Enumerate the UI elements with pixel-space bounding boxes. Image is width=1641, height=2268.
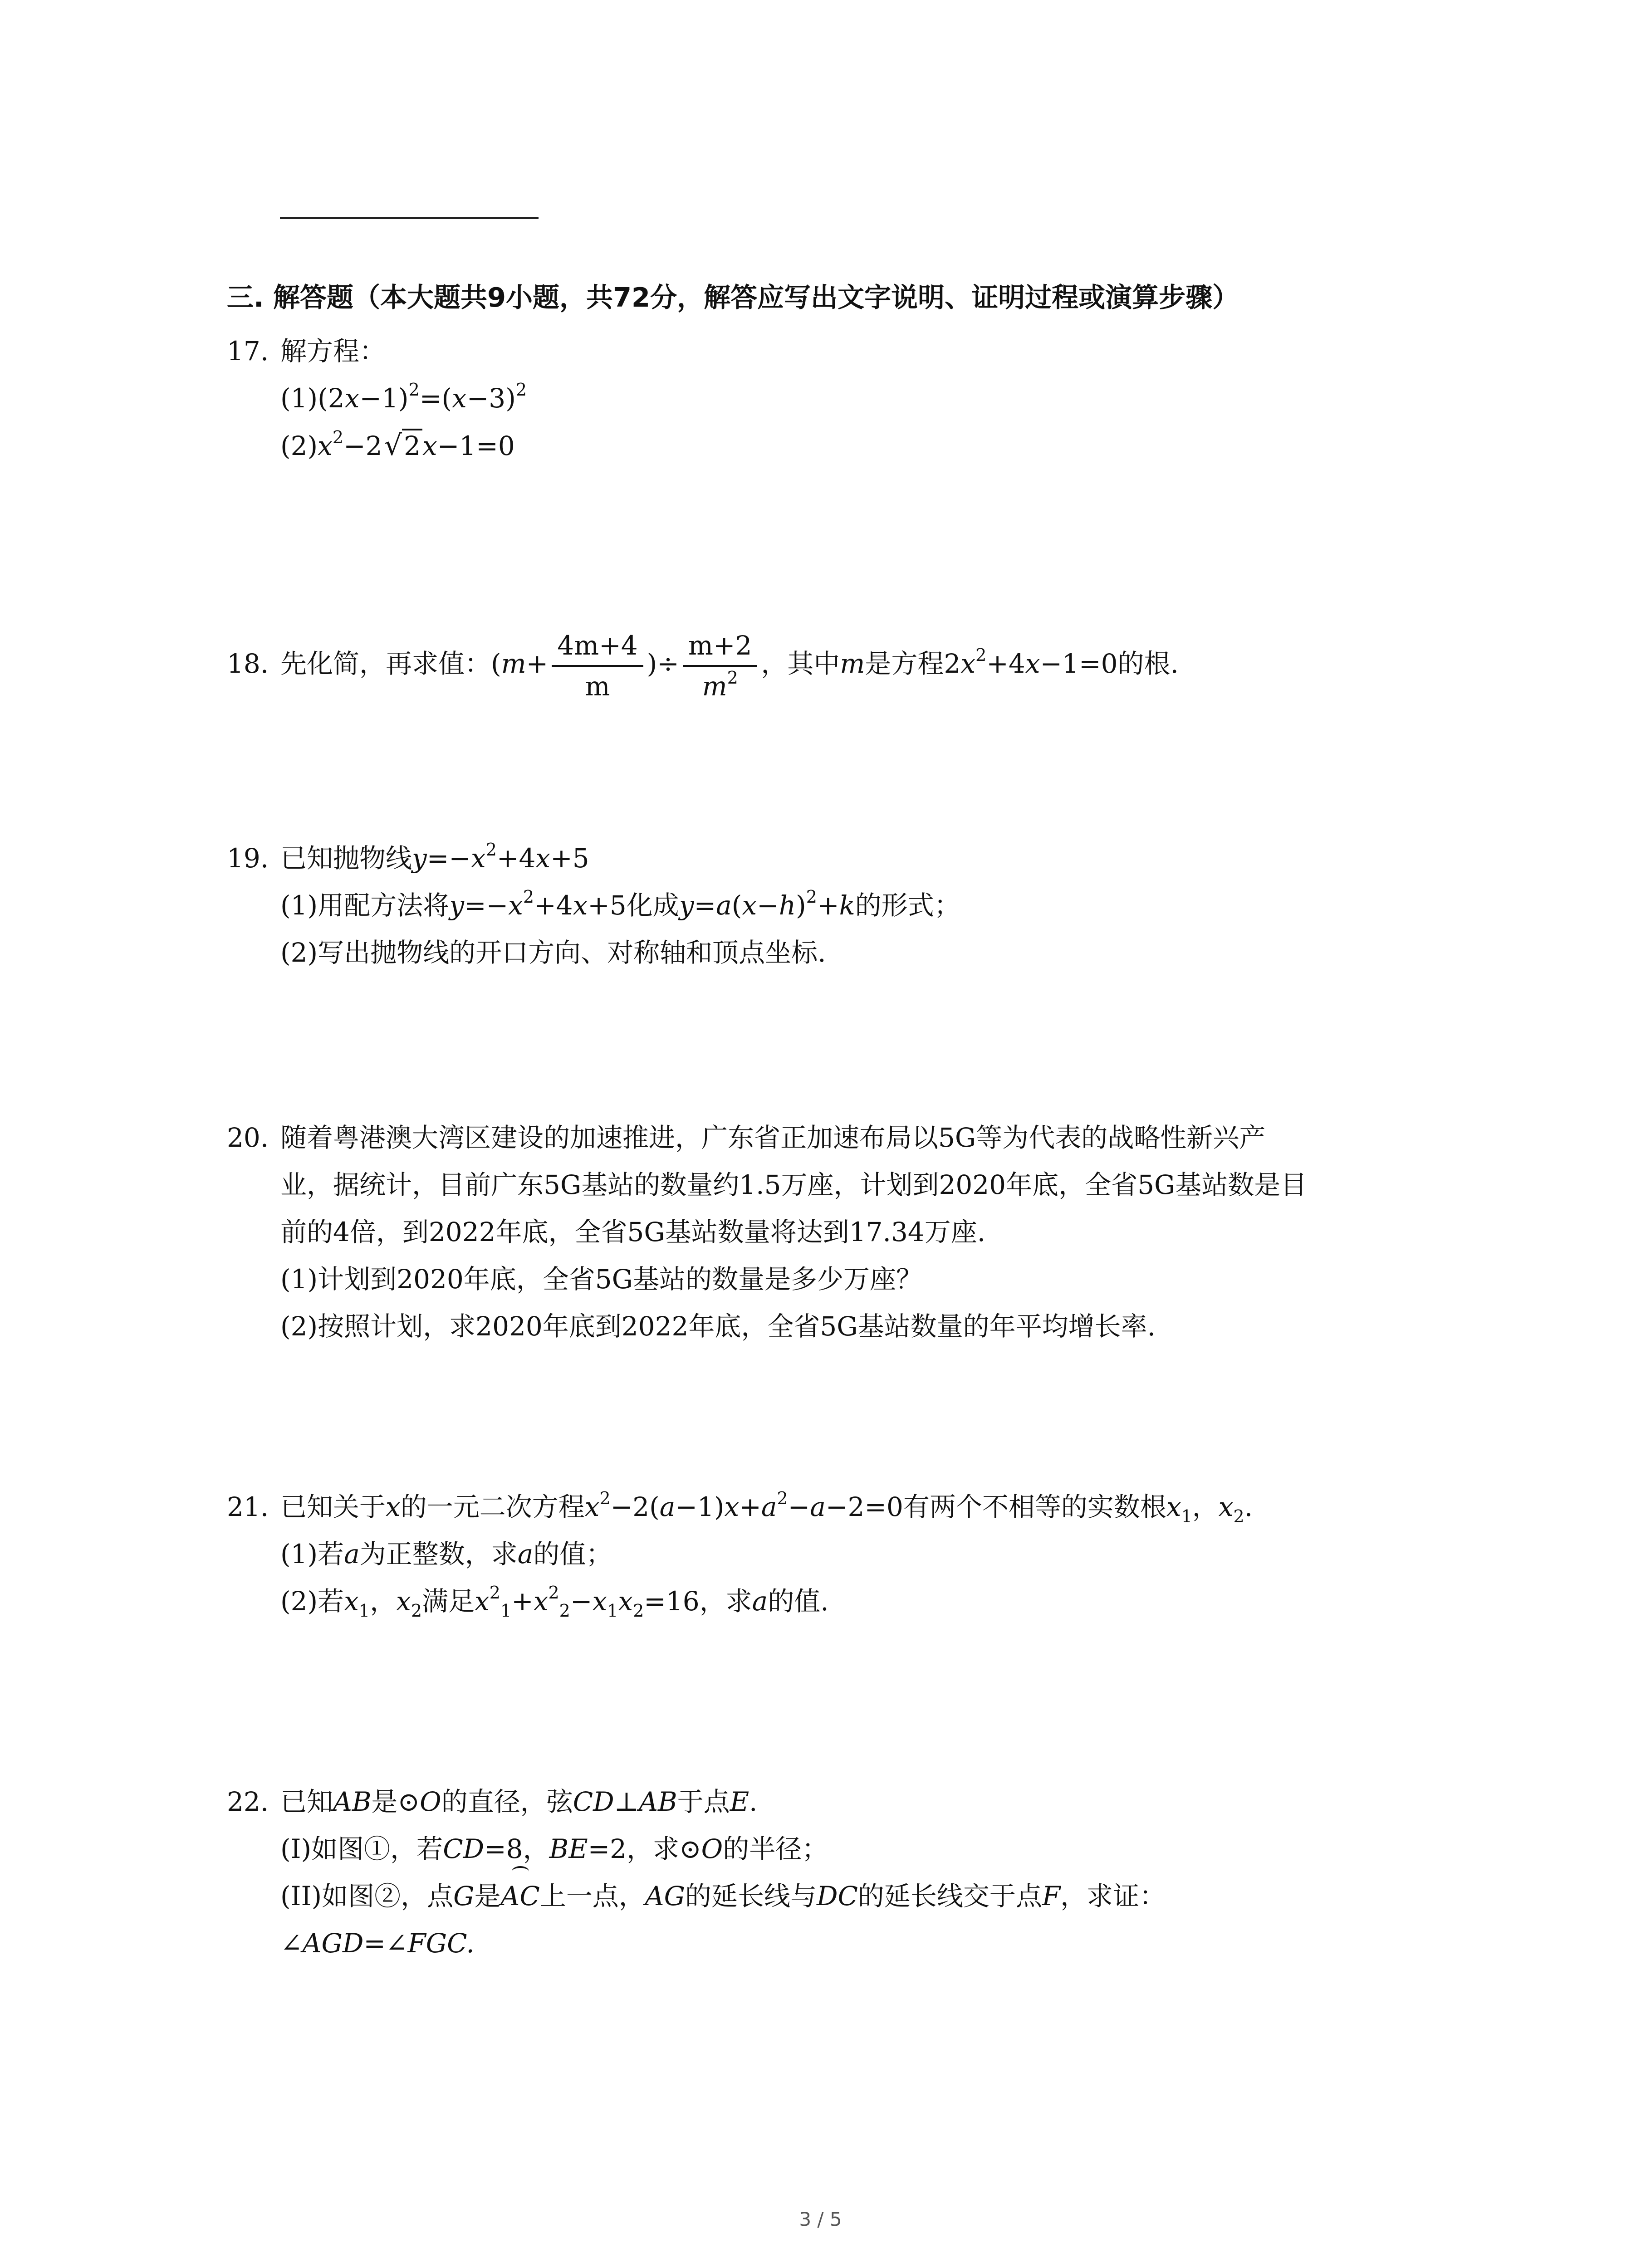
part-1: $(1)(2x-1)^2=(x-3)^2$ (280, 380, 527, 414)
part-2: (II)如图②，点G是AC上一点，AG的延长线与DC的延长线交于点F，求证： (227, 1872, 1474, 1920)
equation: $(2x-1)^2=(x-3)^2$ (318, 380, 527, 414)
question-number: 22. (227, 1786, 269, 1817)
question-17 (227, 327, 1474, 469)
page-number: 3 / 5 (799, 2208, 842, 2230)
fraction-2: $\frac{m+2}{m^2}$ (683, 626, 758, 706)
question-number: 17. (227, 336, 269, 367)
question-22: 22. 已知AB是⊙O的直径，弦CD⊥AB于点E. (I)如图①，若CD=8，BE=2，求⊙O的半径； (II)如图②，点G是AC上一点，AG的延长线与DC的延长线交于点F，求证： ∠AGD=∠FGC. (227, 1778, 1474, 1967)
question-19: 19. 已知抛物线$y=-x^2+4x+5$ (1)用配方法将$y=-x^2+4x+5$化成$y=a(x-h)^2+k$的形式； (2)写出抛物线的开口方向、对称轴和顶点坐标. (227, 835, 1474, 976)
equation: $x^2-2√2x-1=0$ (318, 430, 515, 461)
part-2: (2)若$x_1$，$x_2$满足$x^2_1+x^2_2-x_1x_2=16$，求a的值. (280, 1583, 829, 1621)
sqrt-symbol: √2 (384, 422, 422, 469)
question-18: 18. 先化简，再求值：(m+ $\frac{4m+4}{m}$ )÷ $\frac{m+2}{m^2}$ ，其中m是方程$2x^2+4x-1=0$的根. (227, 626, 1474, 706)
section-title: 三. 解答题（本大题共9小题，共72分，解答应写出文字说明、证明过程或演算步骤） (227, 282, 1239, 313)
question-21: 21. 已知关于x的一元二次方程$x^2-2(a-1)x+a^2-a-2=0$有两个不相等的实数根$x_1$，$x_2$. (1)若a为正整数，求a的值； (2)若$x_1$，$x_2$满足$x^2_1+x^2_2-x_1x_2=16$，求a的值. (227, 1483, 1474, 1625)
answer-blank-line (280, 217, 539, 219)
question-number: 19. (227, 843, 269, 874)
part-1: (1)若a为正整数，求a的值； (280, 1539, 612, 1569)
question-number: 21. (227, 1491, 269, 1522)
question-text: 解方程： (280, 336, 386, 367)
part-2: $(2)x^2-2√2x-1=0$ (227, 422, 1474, 469)
question-text: 先化简，再求值： (280, 648, 491, 679)
part-1: (I)如图①，若CD=8，BE=2，求⊙O的半径； (280, 1833, 828, 1864)
question-number: 20. (227, 1122, 269, 1153)
part-2: (2)按照计划，求2020年底到2022年底，全省5G基站数量的年平均增长率. (280, 1311, 1156, 1342)
fraction-1: $\frac{4m+4}{m}$ (552, 626, 643, 706)
part-1: (1)用配方法将$y=-x^2+4x+5$化成$y=a(x-h)^2+k$的形式； (280, 887, 960, 921)
arc-ac: AC (500, 1872, 539, 1920)
part-2: (2)写出抛物线的开口方向、对称轴和顶点坐标. (280, 937, 826, 968)
proof-statement: ∠AGD=∠FGC. (280, 1928, 475, 1959)
question-number: 18. (227, 648, 269, 679)
question-20: 20. 随着粤港澳大湾区建设的加速推进，广东省正加速布局以5G等为代表的战略性新兴产 业，据统计，目前广东5G基站的数量约1.5万座，计划到2020年底，全省5G基站数是目 前的4倍，到2022年底，全省5G基站数量将达到17.34万座. (1)计划到2020年底，全省5G基站的数量是多少万座？ (2)按照计划，求2020年底到2022年底，全省5G基站数量的年平均增长率. (227, 1114, 1474, 1350)
part-1: (1)计划到2020年底，全省5G基站的数量是多少万座？ (280, 1264, 923, 1295)
